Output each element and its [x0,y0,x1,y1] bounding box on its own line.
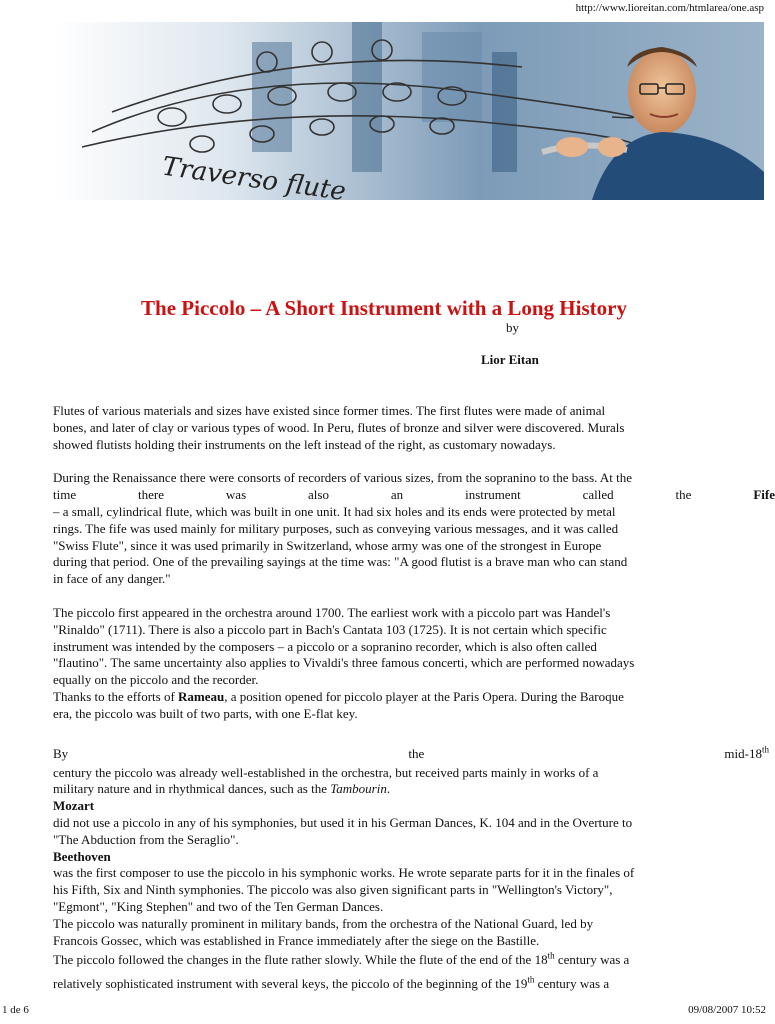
beethoven-heading: Beethoven [53,848,111,864]
paragraph-line: During the Renaissance there were consorts of recorders of various sizes, from the sopranino to the bass. At the [53,470,633,486]
paragraph-line: Thanks to the efforts of Rameau, a position opened for piccolo player at the Paris Opera. During the Baroque [53,688,624,704]
paragraph-line: The piccolo was naturally prominent in military bands, from the orchestra of the National Guard, led by [53,915,594,931]
paragraph-line: era, the piccolo was built of two parts, with one E-flat key. [53,705,358,721]
paragraph-line: "The Abduction from the Seraglio". [53,831,239,847]
paragraph-line: The piccolo first appeared in the orchestra around 1700. The earliest work with a piccolo part was Handel's [53,604,611,620]
author-name: Lior Eitan [481,352,539,367]
paragraph-line: Francois Gossec, which was established in France immediately after the siege on the Bastille. [53,932,540,948]
article-title: The Piccolo – A Short Instrument with a Long History [141,296,627,320]
paragraph-line: By the mid-18th [53,744,769,761]
paragraph-line: in face of any danger." [53,571,171,587]
banner-illustration [52,22,764,208]
paragraph-line: did not use a piccolo in any of his symphonies, but used it in his German Dances, K. 104 and in the Overture to [53,814,633,830]
paragraph-line: equally on the piccolo and the recorder. [53,672,259,688]
page-number: 1 de 6 [2,1004,29,1016]
paragraph-line: relatively sophisticated instrument with several keys, the piccolo of the beginning of the 19th century was a [53,974,610,992]
paragraph-line: time there was also an instrument called the Fife [53,487,775,503]
byline-by: by [506,320,519,335]
banner-script-text: Traverso flute [160,151,348,208]
flute-banner-image [52,22,764,208]
article-body [53,403,775,997]
paragraph-line: was the first composer to use the piccolo in his symphonic works. He wrote separate parts for it in the finales of [53,865,635,881]
paragraph-line: instrument was intended by the composers – a piccolo or a sopranino recorder, which is also often called [53,638,597,654]
paragraph-line: during that period. One of the prevailing sayings at the time was: "A good flutist is a brave man who can stand [53,554,628,570]
tambourin-term: Tambourin [330,781,387,797]
print-timestamp: 09/08/2007 10:52 [688,1004,766,1016]
paragraph-line: bones, and later of clay or various types of wood. In Peru, flutes of bronze and silver were discovered. Murals [53,419,625,435]
paragraph-line: Flutes of various materials and sizes have existed since former times. The first flutes were made of animal [53,403,606,418]
paragraph-line: "Egmont", "King Stephen" and two of the Ten German Dances. [53,898,384,914]
paragraph-line: his Fifth, Six and Ninth symphonies. The piccolo was also given significant parts in "Wellington's Victory", [53,882,613,898]
mozart-heading: Mozart [53,798,95,814]
page-url: http://www.lioreitan.com/htmlarea/one.asp [575,2,764,14]
paragraph-line: "Swiss Flute", since it was used primarily in Switzerland, whose army was one of the strongest in Europe [53,537,602,553]
paragraph-line: rings. The fife was used mainly for military purposes, such as conveying various messages, and it was called [53,520,619,536]
paragraph-line: The piccolo followed the changes in the flute rather slowly. While the flute of the end of the 18th century was a [53,950,630,968]
paragraph-line: century the piccolo was already well-established in the orchestra, but received parts mainly in works of a [53,764,599,780]
paragraph-line: "Rinaldo" (1711). There is also a piccolo part in Bach's Cantata 103 (1725). It is not certain which specific [53,621,607,637]
paragraph-line: military nature and in rhythmical dances, such as the Tambourin. [53,781,391,797]
paragraph-line: showed flutists holding their instruments on the left instead of the right, as customary nowadays. [53,436,556,452]
paragraph-line: – a small, cylindrical flute, which was built in one unit. It had six holes and its ends were protected by metal [53,503,616,519]
fife-term: Fife [753,487,775,503]
paragraph-line: "flautino". The same uncertainty also applies to Vivaldi's three famous concerti, which are performed nowadays [53,655,635,671]
rameau-name: Rameau [178,688,225,704]
